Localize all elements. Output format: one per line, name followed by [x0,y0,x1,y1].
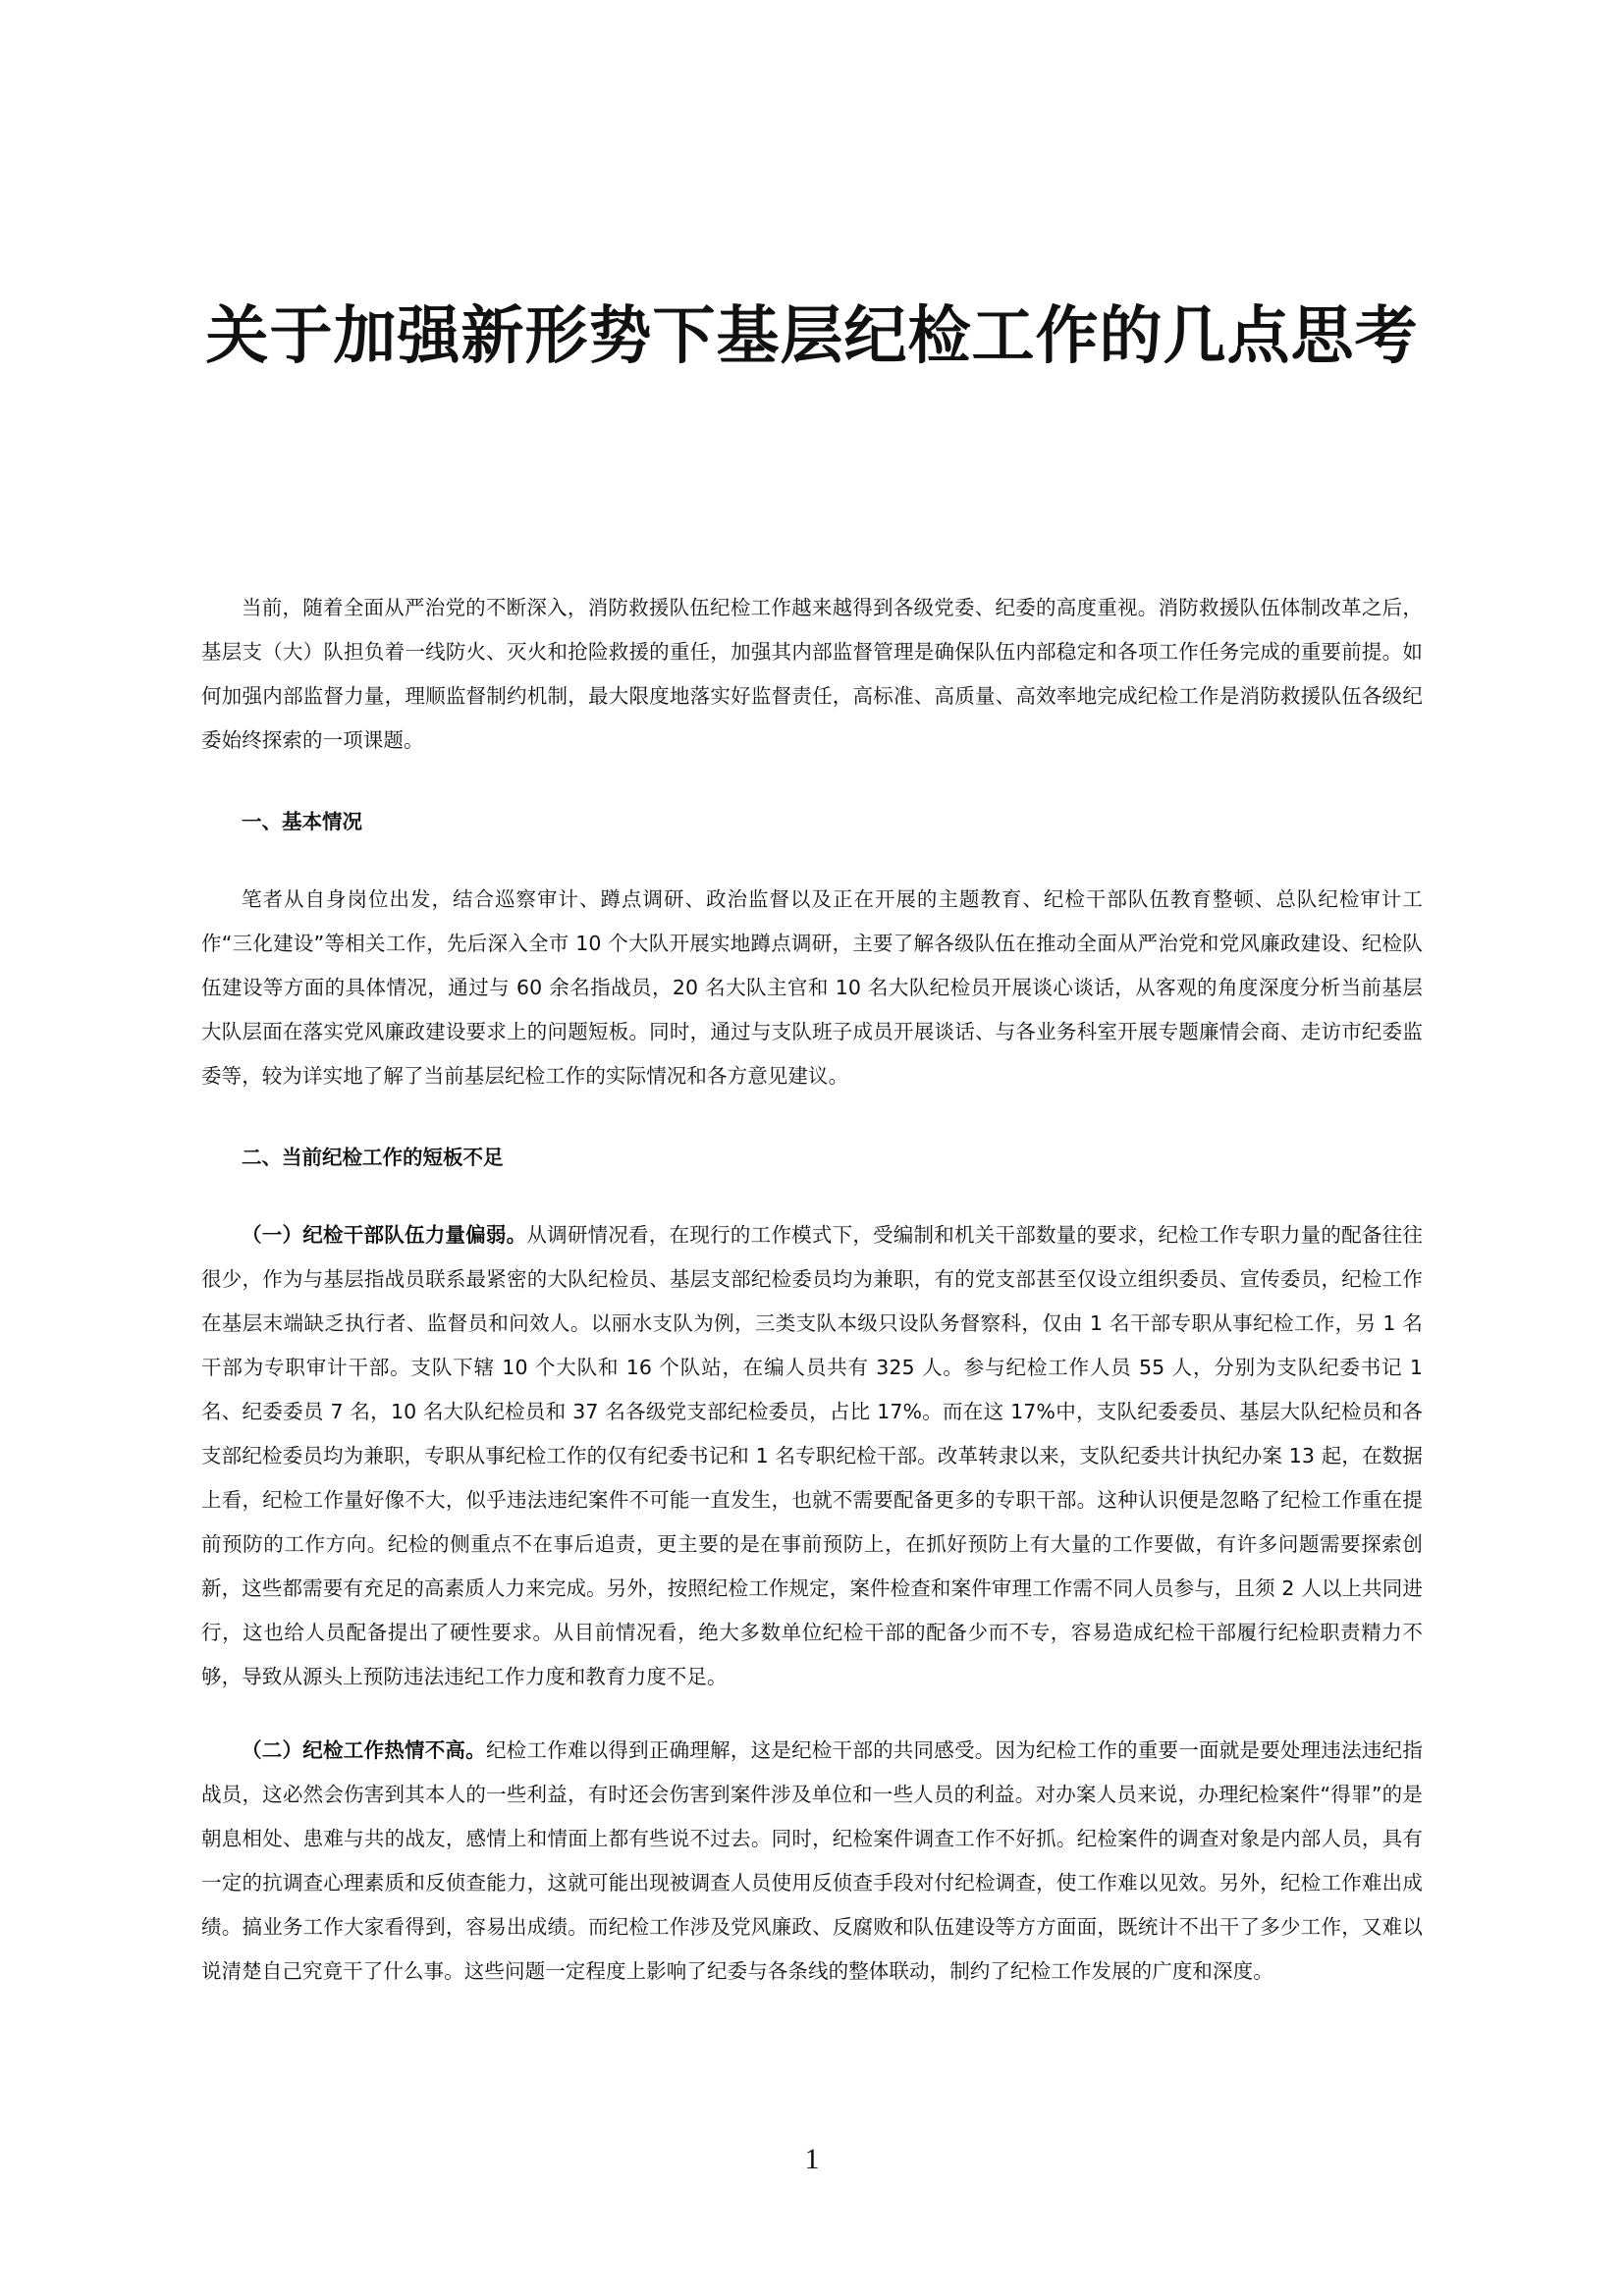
shortcoming-paragraph-enthusiasm [201,1729,1423,1994]
basic-situation-paragraph: 笔者从自身岗位出发，结合巡察审计、蹲点调研、政治监督以及正在开展的主题教育、纪检干部队伍教育整顿、总队纪检审计工作“三化建设”等相关工作，先后深入全市 10 个大队开展实地蹲点调研，主要了解各级队伍在推动全面从严治党和党风廉政建设、纪检队伍建设等方面的具体情况，通过与 60 余名指战员，20 名大队主官和 10 名大队纪检员开展谈心谈话，从客观的角度深度分析当前基层大队层面在落实党风廉政建设要求上的问题短板。同时，通过与支队班子成员开展谈话、与各业务科室开展专题廉情会商、走访市纪委监委等，较为详实地了解了当前基层纪检工作的实际情况和各方意见建议。 [201,887,1423,1088]
paragraph-body-enthusiasm: 纪检工作难以得到正确理解，这是纪检干部的共同感受。因为纪检工作的重要一面就是要处理违法违纪指战员，这必然会伤害到其本人的一些利益，有时还会伤害到案件涉及单位和一些人员的利益。对办案人员来说，办理纪检案件“得罪”的是朝息相处、患难与共的战友，感情上和情面上都有些说不过去。同时，纪检案件调查工作不好抓。纪检案件的调查对象是内部人员，具有一定的抗调查心理素质和反侦查能力，这就可能出现被调查人员使用反侦查手段对付纪检调查，使工作难以见效。另外，纪检工作难出成绩。搞业务工作大家看得到，容易出成绩。而纪检工作涉及党风廉政、反腐败和队伍建设等方方面面，既统计不出干了多少工作，又难以说清楚自己究竟干了什么事。这些问题一定程度上影响了纪委与各条线的整体联动，制约了纪检工作发展的广度和深度。 [201,1738,1423,1983]
section-heading-shortcomings: 二、当前纪检工作的短板不足 [242,1146,504,1169]
intro-paragraph: 当前，随着全面从严治党的不断深入，消防救援队伍纪检工作越来越得到各级党委、纪委的高度重视。消防救援队伍体制改革之后，基层支（大）队担负着一线防火、灭火和抢险救援的重任，加强其内部监督管理是确保队伍内部稳定和各项工作任务完成的重要前提。如何加强内部监督力量，理顺监督制约机制，最大限度地落实好监督责任，高标准、高质量、高效率地完成纪检工作是消防救援队伍各级纪委始终探索的一项课题。 [201,596,1423,752]
spacer [201,844,1423,878]
document-title: 关于加强新形势下基层纪检工作的几点思考 [205,300,1419,373]
document-body [201,586,1423,1994]
spacer [201,763,1423,800]
shortcoming-paragraph-staffing [201,1213,1423,1699]
spacer [201,1699,1423,1729]
page-number: 1 [804,2143,820,2175]
paragraph-lead-staffing: （一）纪检干部队伍力量偏弱。 [242,1223,527,1247]
section-heading-basic-situation: 一、基本情况 [242,810,362,833]
paragraph-lead-enthusiasm: （二）纪检工作热情不高。 [242,1738,486,1762]
paragraph-body-staffing: 从调研情况看，在现行的工作模式下，受编制和机关干部数量的要求，纪检工作专职力量的配备往往很少，作为与基层指战员联系最紧密的大队纪检员、基层支部纪检委员均为兼职，有的党支部甚至仅设立组织委员、宣传委员，纪检工作在基层末端缺乏执行者、监督员和问效人。以丽水支队为例，三类支队本级只设队务督察科，仅由 1 名干部专职从事纪检工作，另 1 名干部为专职审计干部。支队下辖 10 个大队和 16 个队站，在编人员共有 325 人。参与纪检工作人员 55 人，分别为支队纪委书记 1 名、纪委委员 7 名，10 名大队纪检员和 37 名各级党支部纪检委员，占比 17%。而在这 17%中，支队纪委委员、基层大队纪检员和各支部纪检委员均为兼职，专职从事纪检工作的仅有纪委书记和 1 名专职纪检干部。改革转隶以来，支队纪委共计执纪办案 13 起，在数据上看，纪检工作量好像不大，似乎违法违纪案件不可能一直发生，也就不需要配备更多的专职干部。这种认识便是忽略了纪检工作重在提前预防的工作方向。纪检的侧重点不在事后追责，更主要的是在事前预防上，在抓好预防上有大量的工作要做，有许多问题需要探索创新，这些都需要有充足的高素质人力来完成。另外，按照纪检工作规定，案件检查和案件审理工作需不同人员参与，且须 2 人以上共同进行，这也给人员配备提出了硬性要求。从目前情况看，绝大多数单位纪检干部的配备少而不专，容易造成纪检干部履行纪检职责精力不够，导致从源头上预防违法违纪工作力度和教育力度不足。 [201,1223,1423,1688]
spacer [201,1180,1423,1213]
spacer [201,1098,1423,1136]
